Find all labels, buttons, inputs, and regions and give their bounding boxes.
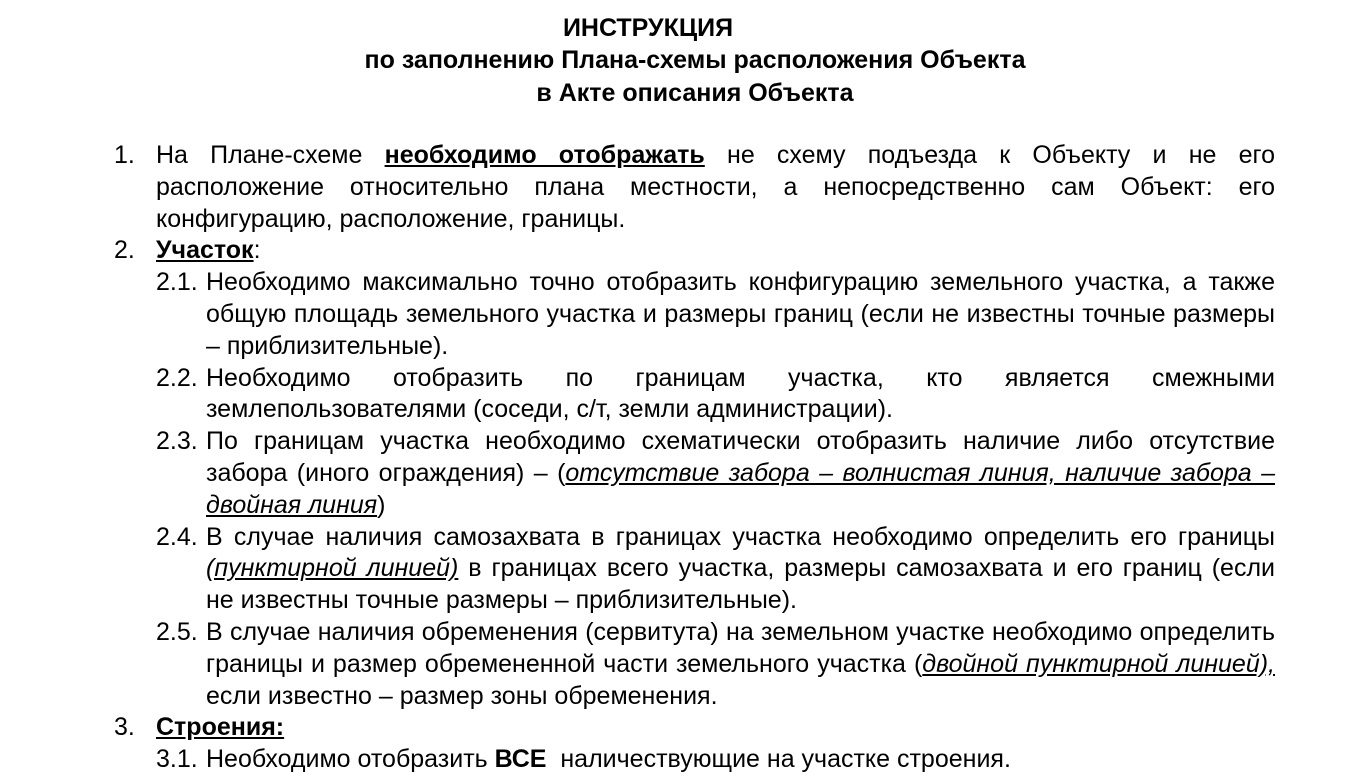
subitem-number: 3.1. [156, 745, 198, 774]
subitem-number: 2.1. [156, 268, 198, 297]
item-number: 1. [114, 141, 135, 169]
text-fragment: не схему подъезда к Объекту и не его расположение относительно плана местности, а непосредственно сам Объект: его конфигурацию, расположение, границы. [156, 141, 1275, 233]
list-subitem-2-2 [156, 363, 1275, 427]
section-heading [156, 235, 1275, 267]
list-subitem-3-1 [156, 744, 1275, 776]
doc-title: ИНСТРУКЦИЯ [562, 14, 734, 42]
item-text [156, 140, 1275, 235]
text-fragment: Необходимо отобразить [206, 745, 495, 774]
list-item-3 [114, 712, 1275, 744]
list-item-2 [114, 235, 1275, 267]
instruction-list [114, 140, 1275, 776]
subitem-number: 2.4. [156, 522, 198, 551]
list-subitem-2-5 [156, 617, 1275, 712]
item-number: 3. [114, 713, 135, 742]
subitem-number: 2.3. [156, 427, 198, 456]
emphasis-text: отсутствие забора – волнистая линия, наличие забора – двойная линия [206, 458, 1275, 519]
text-fragment: наличествующие на участке строения. [546, 745, 1011, 774]
section-heading [156, 712, 1275, 744]
text-fragment: В случае наличия обременения (сервитута) на земельном участке необходимо определить границы и размер обремененной части земельного участка ( [206, 617, 1275, 678]
subitem-number: 2.5. [156, 617, 198, 646]
text-fragment: ) [377, 490, 386, 519]
list-item-1 [114, 140, 1275, 235]
list-subitem-2-3 [156, 426, 1275, 521]
text-fragment: если известно – размер зоны обременения. [206, 681, 718, 710]
heading-text: Строения: [156, 713, 285, 742]
subitem-text [206, 522, 1275, 617]
subitem-text [206, 744, 1275, 776]
heading-colon: : [253, 236, 261, 265]
subitem-text [206, 426, 1275, 521]
emphasis-text: (пунктирной линией) [206, 554, 459, 583]
bold-text: ВСЕ [494, 745, 547, 774]
text-fragment: В случае наличия самозахвата в границах участка необходимо определить его границы [206, 522, 1275, 551]
list-subitem-2-1 [156, 267, 1275, 362]
subitem-text [206, 617, 1275, 712]
text-fragment: в границах всего участка, размеры самозахвата и его границ (если не известны точные размеры – приблизительные). [206, 554, 1275, 615]
subitem-text: Необходимо максимально точно отобразить конфигурацию земельного участка, а также общую площадь земельного участка и размеры границ (если не известны точные размеры – приблизительные). [206, 268, 1275, 360]
emphasis-text: двойной пунктирной линией), [922, 649, 1275, 678]
subitem-text: Необходимо отобразить по границам участка, кто является смежными землепользователями (соседи, с/т, земли администрации). [206, 363, 1275, 424]
item-number: 2. [114, 236, 135, 265]
doc-subtitle-line2: в Акте описания Объекта [536, 79, 854, 107]
subitem-number: 2.2. [156, 363, 198, 392]
doc-subtitle-line1: по заполнению Плана-схемы расположения Объекта [364, 46, 1026, 74]
heading-text: Участок [156, 236, 254, 265]
list-subitem-2-4 [156, 522, 1275, 617]
emphasis-text: необходимо отображать [384, 141, 705, 169]
text-fragment: По границам участка необходимо схематически отобразить наличие либо отсутствие забора (иного ограждения) – ( [206, 427, 1275, 487]
text-fragment: На Плане-схеме [156, 141, 385, 169]
